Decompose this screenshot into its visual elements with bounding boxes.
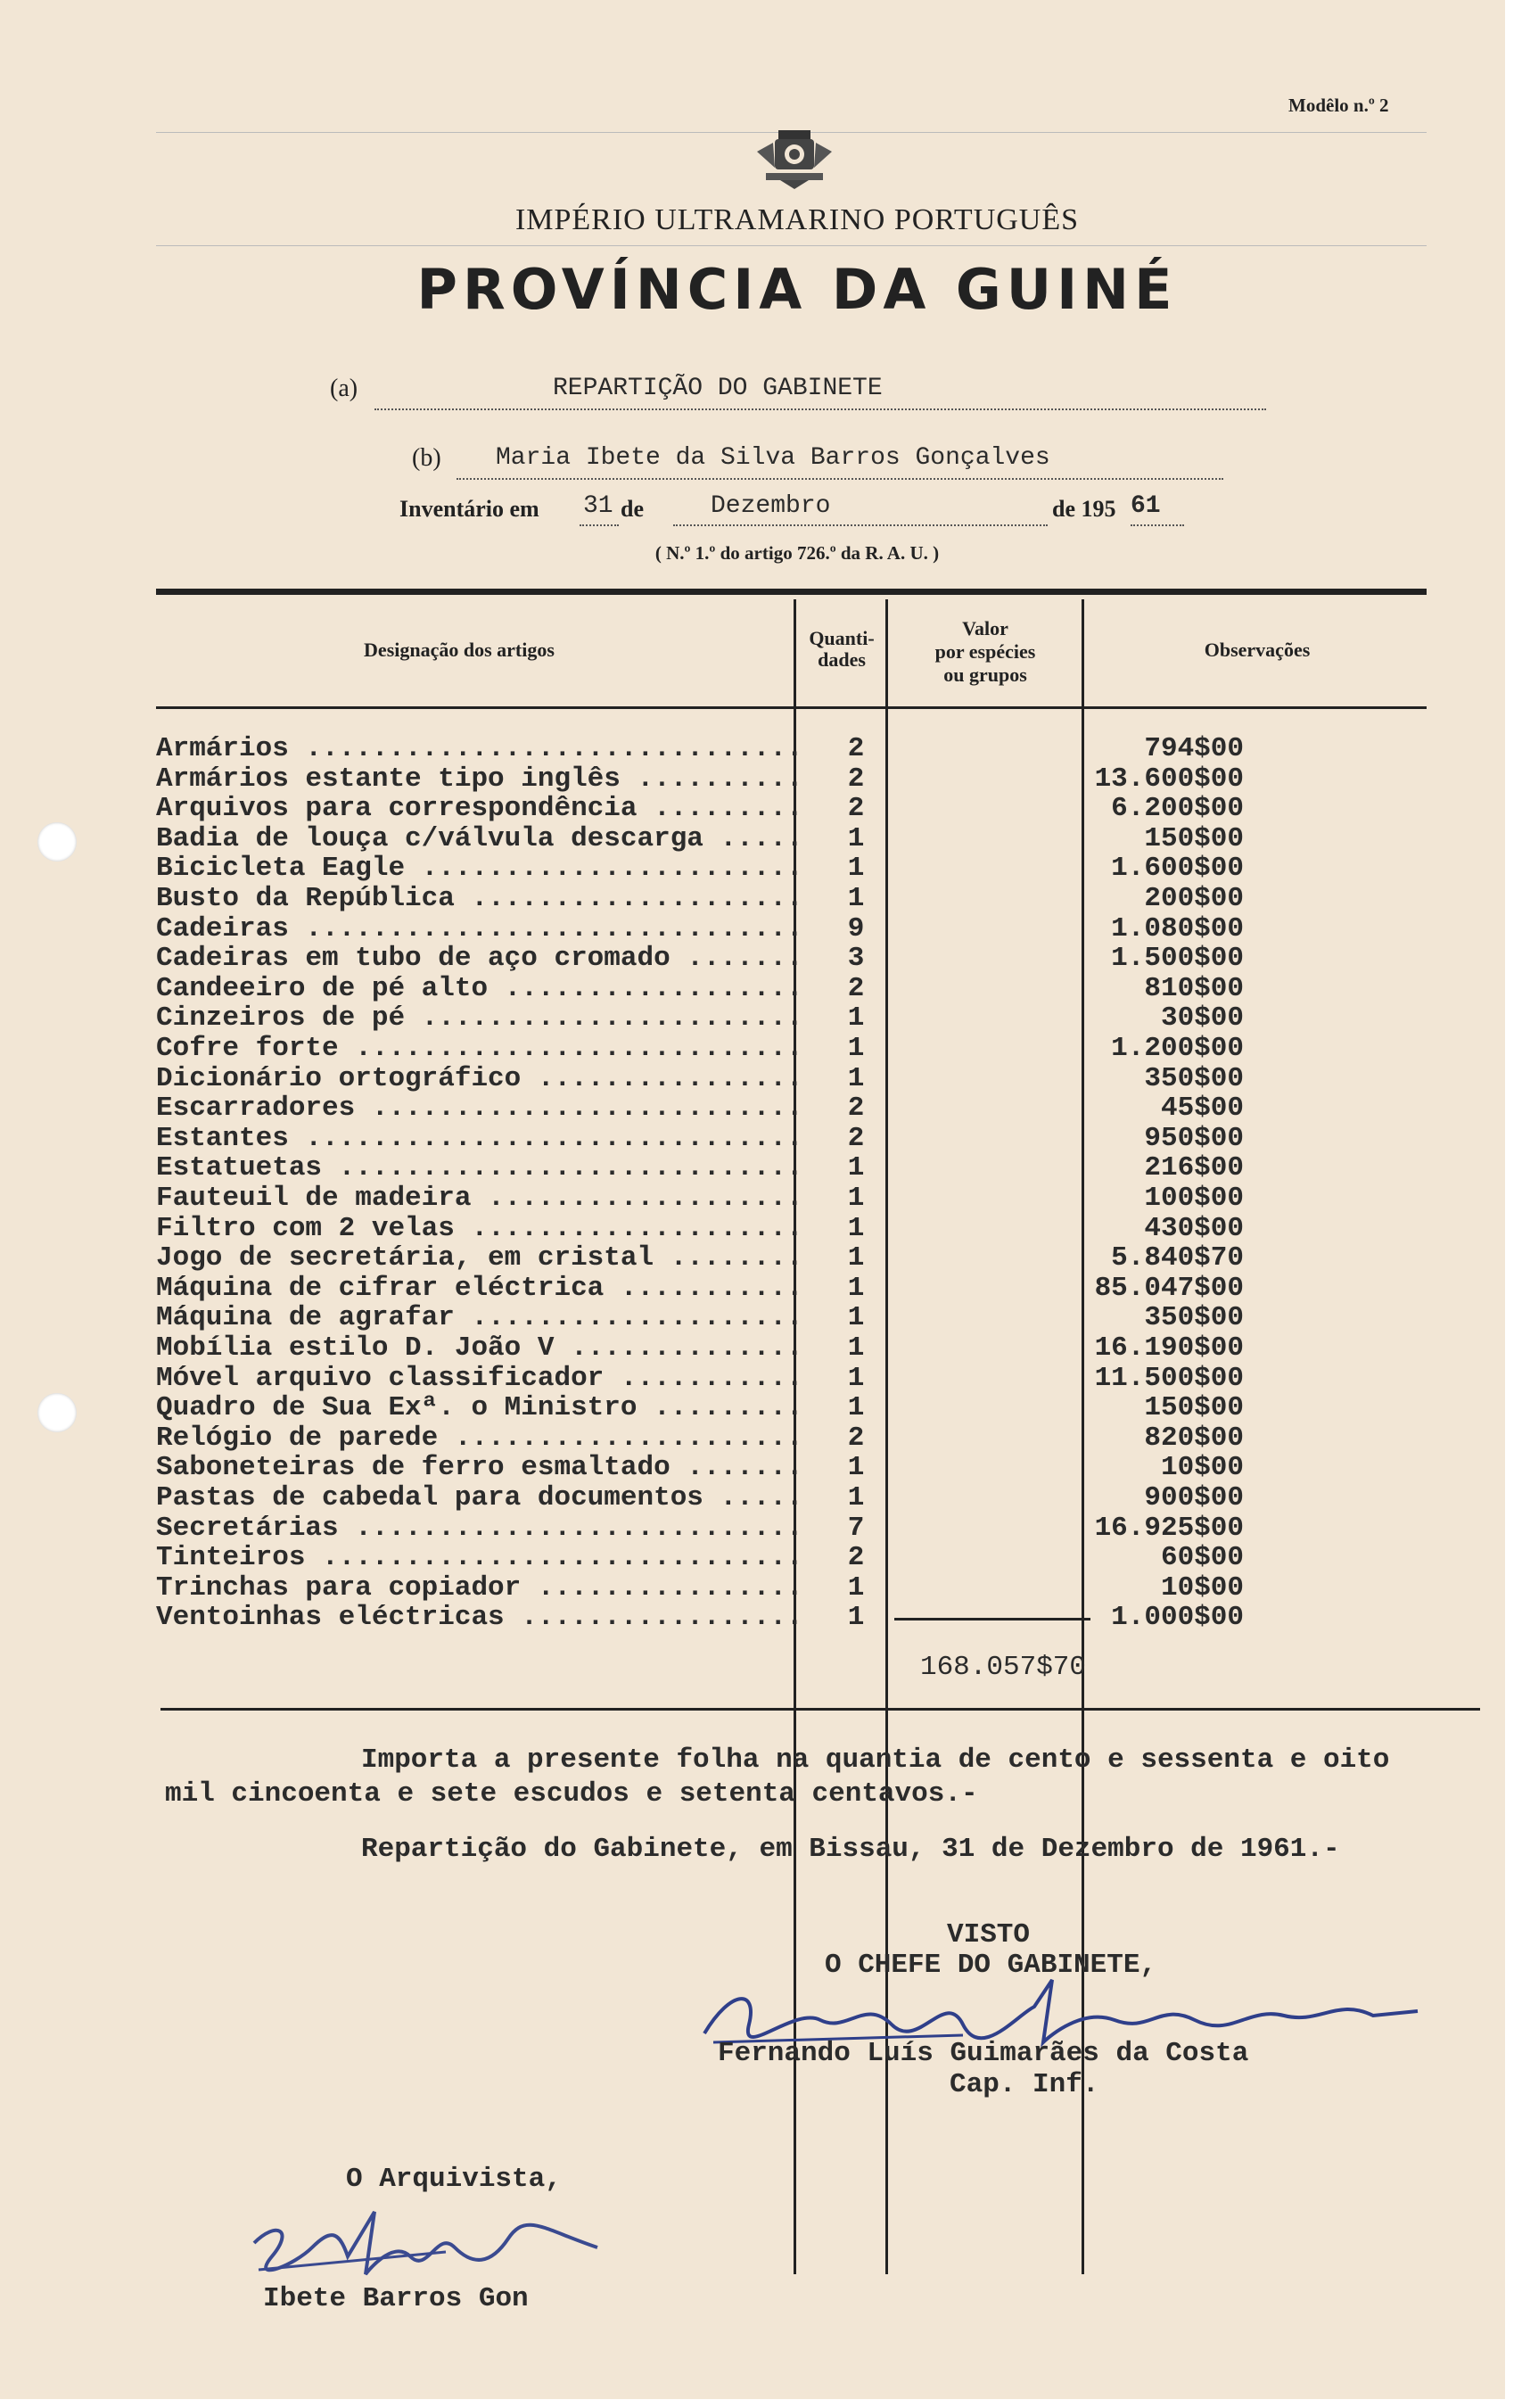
item-designation: Máquina de cifrar eléctrica ..... bbox=[156, 1273, 798, 1304]
item-quantity: 2 bbox=[847, 1093, 865, 1125]
item-quantity: 1 bbox=[847, 1362, 865, 1394]
item-quantity: 1 bbox=[847, 1152, 865, 1184]
item-value: 10$00 bbox=[1160, 1571, 1244, 1604]
item-value: 1.600$00 bbox=[1111, 853, 1244, 885]
item-quantity: 2 bbox=[847, 1542, 865, 1574]
month-line bbox=[673, 492, 1048, 526]
header-double-rule bbox=[156, 589, 1427, 595]
archivist-name: Ibete Barros Gon bbox=[263, 2283, 529, 2314]
day-line bbox=[580, 492, 619, 526]
sum-rule bbox=[894, 1618, 1090, 1620]
chief-name: Fernando Luís Guimarães da Costa bbox=[718, 2038, 1249, 2069]
header-bottom-rule bbox=[156, 706, 1427, 709]
item-designation: Estantes ..... bbox=[156, 1123, 798, 1154]
item-quantity: 1 bbox=[847, 1392, 865, 1424]
item-quantity: 2 bbox=[847, 1122, 865, 1154]
item-designation: Mobília estilo D. João V ..... bbox=[156, 1332, 798, 1364]
item-quantity: 2 bbox=[847, 972, 865, 1004]
inventory-month: Dezembro bbox=[711, 492, 831, 520]
field-a-label: (a) bbox=[330, 375, 358, 402]
col-header-value-line2: por espécies bbox=[934, 640, 1036, 663]
item-quantity: 3 bbox=[847, 943, 865, 975]
item-designation: Cofre forte ..... bbox=[156, 1033, 798, 1064]
empire-title: IMPÉRIO ULTRAMARINO PORTUGUÊS bbox=[514, 203, 1080, 236]
item-quantity: 9 bbox=[847, 912, 865, 944]
item-designation: Cinzeiros de pé ..... bbox=[156, 1002, 798, 1034]
item-value: 30$00 bbox=[1160, 1002, 1244, 1035]
item-designation: Arquivos para correspondência ..... bbox=[156, 793, 798, 824]
item-designation: Filtro com 2 velas ..... bbox=[156, 1213, 798, 1244]
item-value: 200$00 bbox=[1144, 883, 1244, 914]
department-name: REPARTIÇÃO DO GABINETE bbox=[553, 375, 883, 402]
punch-hole bbox=[37, 1393, 77, 1432]
col-header-quantities-line2: dades bbox=[818, 648, 866, 671]
item-quantity: 1 bbox=[847, 1212, 865, 1244]
item-quantity: 1 bbox=[847, 1242, 865, 1274]
item-value: 350$00 bbox=[1144, 1062, 1244, 1094]
article-reference: ( N.º 1.º do artigo 726.º da R. A. U. ) bbox=[654, 542, 940, 564]
archivist-label: O Arquivista, bbox=[346, 2164, 562, 2195]
item-designation: Móvel arquivo classificador ..... bbox=[156, 1363, 798, 1394]
item-quantity: 2 bbox=[847, 1422, 865, 1454]
footer-rule bbox=[160, 1708, 1480, 1711]
col-header-value-line3: ou grupos bbox=[943, 664, 1027, 686]
item-value: 85.047$00 bbox=[1094, 1272, 1244, 1304]
amount-text-line2: mil cincoenta e sete escudos e setenta centavos.- bbox=[165, 1778, 978, 1810]
province-title: PROVÍNCIA DA GUINÉ bbox=[416, 257, 1178, 322]
item-designation: Bicicleta Eagle ..... bbox=[156, 853, 798, 884]
item-designation: Trinchas para copiador ..... bbox=[156, 1572, 798, 1604]
item-quantity: 7 bbox=[847, 1512, 865, 1544]
inventory-day: 31 bbox=[583, 492, 613, 520]
item-value: 6.200$00 bbox=[1111, 793, 1244, 825]
field-a-line bbox=[374, 375, 1266, 410]
item-value: 810$00 bbox=[1144, 972, 1244, 1004]
item-quantity: 1 bbox=[847, 822, 865, 854]
item-value: 900$00 bbox=[1144, 1482, 1244, 1513]
item-quantity: 1 bbox=[847, 1183, 865, 1214]
item-designation: Ventoinhas eléctricas ..... bbox=[156, 1602, 798, 1633]
field-b-line bbox=[457, 444, 1223, 480]
item-value: 950$00 bbox=[1144, 1122, 1244, 1154]
year-line bbox=[1131, 492, 1184, 526]
item-quantity: 1 bbox=[847, 1062, 865, 1094]
item-designation: Armários ..... bbox=[156, 733, 798, 764]
item-designation: Escarradores ..... bbox=[156, 1093, 798, 1124]
item-designation: Badia de louça c/válvula descarga ..... bbox=[156, 823, 798, 854]
item-value: 150$00 bbox=[1144, 822, 1244, 854]
item-value: 16.925$00 bbox=[1094, 1512, 1244, 1544]
amount-text-line1: Importa a presente folha na quantia de cento e sessenta e oito bbox=[361, 1744, 1390, 1776]
item-value: 11.500$00 bbox=[1094, 1362, 1244, 1394]
item-quantity: 1 bbox=[847, 853, 865, 885]
item-value: 1.500$00 bbox=[1111, 943, 1244, 975]
item-designation: Candeeiro de pé alto ..... bbox=[156, 973, 798, 1004]
punch-hole bbox=[37, 822, 77, 862]
chief-rank: Cap. Inf. bbox=[950, 2069, 1099, 2100]
item-value: 5.840$70 bbox=[1111, 1242, 1244, 1274]
item-value: 16.190$00 bbox=[1094, 1332, 1244, 1364]
field-b-label: (b) bbox=[412, 444, 441, 472]
place-date: Repartição do Gabinete, em Bissau, 31 de Dezembro de 1961.- bbox=[361, 1834, 1340, 1865]
total-value: 168.057$70 bbox=[919, 1652, 1086, 1683]
official-name: Maria Ibete da Silva Barros Gonçalves bbox=[496, 444, 1050, 472]
item-designation: Quadro de Sua Exª. o Ministro ..... bbox=[156, 1392, 798, 1423]
item-value: 820$00 bbox=[1144, 1422, 1244, 1454]
item-designation: Tinteiros ..... bbox=[156, 1542, 798, 1573]
item-designation: Fauteuil de madeira ..... bbox=[156, 1183, 798, 1214]
item-value: 1.000$00 bbox=[1111, 1602, 1244, 1634]
col-header-value-line1: Valor bbox=[962, 617, 1008, 639]
item-value: 794$00 bbox=[1144, 733, 1244, 764]
item-quantity: 1 bbox=[847, 1002, 865, 1035]
item-designation: Armários estante tipo inglês ..... bbox=[156, 763, 798, 795]
item-value: 350$00 bbox=[1144, 1302, 1244, 1334]
item-quantity: 2 bbox=[847, 733, 865, 764]
item-value: 1.200$00 bbox=[1111, 1033, 1244, 1064]
item-designation: Máquina de agrafar ..... bbox=[156, 1302, 798, 1333]
de-label: de bbox=[621, 496, 644, 522]
item-value: 150$00 bbox=[1144, 1392, 1244, 1424]
faint-rule bbox=[156, 245, 1427, 246]
item-designation: Relógio de parede ..... bbox=[156, 1423, 798, 1454]
item-quantity: 2 bbox=[847, 793, 865, 825]
item-value: 60$00 bbox=[1160, 1542, 1244, 1574]
item-value: 45$00 bbox=[1160, 1093, 1244, 1125]
chief-title: O CHEFE DO GABINETE, bbox=[825, 1950, 1157, 1981]
item-designation: Jogo de secretária, em cristal ..... bbox=[156, 1242, 798, 1274]
item-quantity: 1 bbox=[847, 1482, 865, 1513]
item-quantity: 1 bbox=[847, 1452, 865, 1484]
col-header-quantities-line1: Quanti- bbox=[809, 627, 875, 649]
item-designation: Saboneteiras de ferro esmaltado ..... bbox=[156, 1452, 798, 1483]
item-designation: Dicionário ortográfico ..... bbox=[156, 1063, 798, 1094]
col-header-designation: Designação dos artigos bbox=[364, 639, 555, 661]
item-value: 10$00 bbox=[1160, 1452, 1244, 1484]
coat-of-arms-emblem bbox=[753, 125, 835, 189]
col-header-quantities bbox=[797, 628, 886, 671]
col-header-value bbox=[892, 617, 1079, 687]
item-value: 216$00 bbox=[1144, 1152, 1244, 1184]
item-value: 430$00 bbox=[1144, 1212, 1244, 1244]
item-designation: Secretárias ..... bbox=[156, 1513, 798, 1544]
item-value: 13.600$00 bbox=[1094, 763, 1244, 795]
item-quantity: 1 bbox=[847, 1571, 865, 1604]
item-quantity: 1 bbox=[847, 883, 865, 914]
item-value: 1.080$00 bbox=[1111, 912, 1244, 944]
item-quantity: 1 bbox=[847, 1033, 865, 1064]
item-value: 100$00 bbox=[1144, 1183, 1244, 1214]
item-designation: Pastas de cabedal para documentos ..... bbox=[156, 1482, 798, 1513]
year-label: de 195 bbox=[1052, 496, 1116, 522]
col-header-observations: Observações bbox=[1204, 639, 1311, 661]
inventory-label: Inventário em bbox=[399, 496, 539, 522]
inventory-year-suffix: 61 bbox=[1131, 492, 1161, 520]
item-quantity: 1 bbox=[847, 1272, 865, 1304]
item-quantity: 1 bbox=[847, 1332, 865, 1364]
item-designation: Cadeiras em tubo de aço cromado ..... bbox=[156, 943, 798, 974]
item-quantity: 1 bbox=[847, 1302, 865, 1334]
item-quantity: 1 bbox=[847, 1602, 865, 1634]
model-number: Modêlo n.º 2 bbox=[1288, 95, 1389, 116]
item-designation: Cadeiras ..... bbox=[156, 913, 798, 944]
item-quantity: 2 bbox=[847, 763, 865, 795]
visto-label: VISTO bbox=[947, 1919, 1031, 1950]
item-designation: Busto da República ..... bbox=[156, 883, 798, 914]
item-designation: Estatuetas ..... bbox=[156, 1152, 798, 1183]
